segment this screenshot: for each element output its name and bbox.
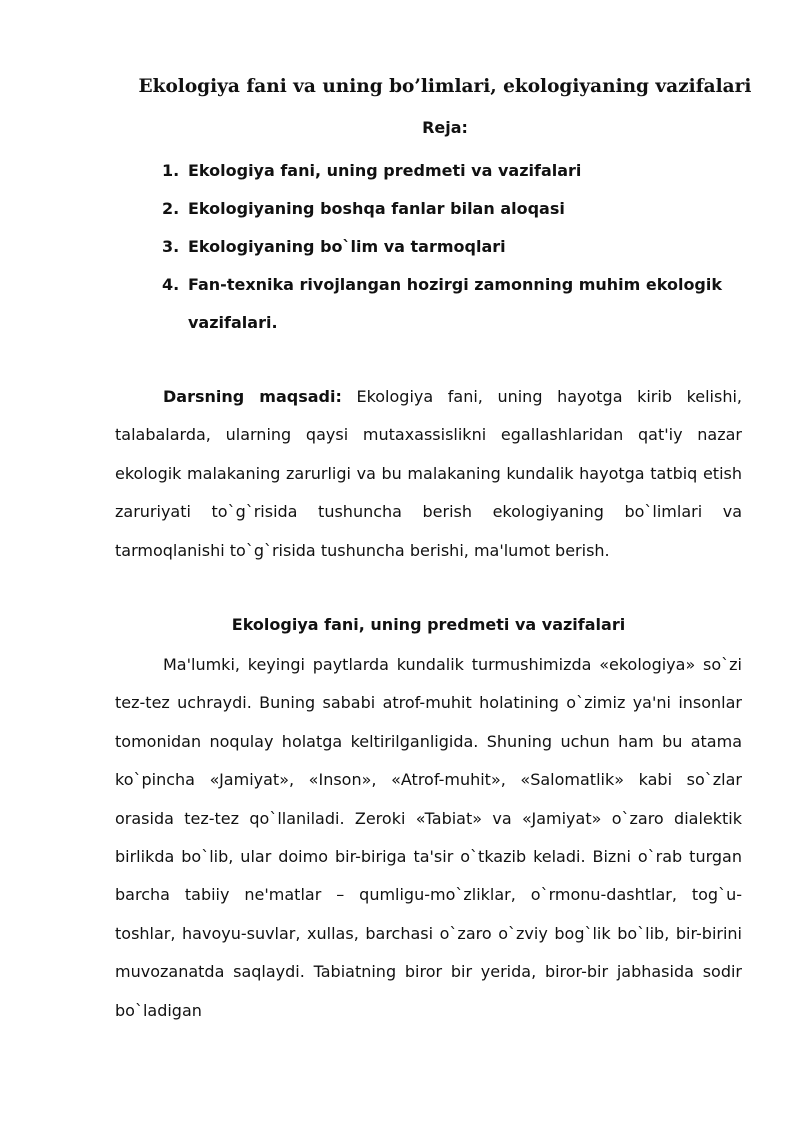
plan-item [162, 190, 722, 228]
plan-item-text: Ekologiyaning boshqa fanlar bilan aloqasi [188, 199, 565, 218]
plan-item [162, 266, 722, 342]
plan-item [162, 152, 722, 190]
goal-paragraph [115, 378, 742, 570]
section-heading: Ekologiya fani, uning predmeti va vazifalari [231, 615, 626, 634]
goal-label: Darsning maqsadi: [163, 387, 342, 406]
plan-list [162, 152, 722, 342]
plan-item [162, 228, 722, 266]
section-paragraph: Ma'lumki, keyingi paytlarda kundalik turmushimizda «ekologiya» so`zi tez-tez uchraydi. Buning sababi atrof-muhit holatining o`zimiz ya'ni insonlar tomonidan noqulay holatga keltirilganligida. Shuning uchun ham bu atama ko`pincha «Jamiyat», «Inson», «Atrof-muhit», «Salomatlik» kabi so`zlar orasida tez-tez qo`llaniladi. Zeroki «Tabiat» va «Jamiyat» o`zaro dialektik birlikda bo`lib, ular doimo bir-biriga ta'sir o`tkazib keladi. Bizni o`rab turgan barcha tabiiy ne'matlar – qumligu-mo`zliklar, o`rmonu-dashtlar, tog`u-toshlar, havoyu-suvlar, xullas, barchasi o`zaro o`zviy bog`lik bo`lib, bir-birini muvozanatda saqlaydi. Tabiatning biror bir yerida, biror-bir jabhasida sodir bo`ladigan [115, 655, 742, 1020]
plan-item-number: 2. [162, 199, 180, 218]
plan-item-number: 3. [162, 237, 180, 256]
plan-item-text: Ekologiyaning bo`lim va tarmoqlari [188, 237, 506, 256]
plan-item-number: 4. [162, 275, 180, 294]
plan-item-text: Ekologiya fani, uning predmeti va vazifalari [188, 161, 582, 180]
document-title: Ekologiya fani va uning bo’limlari, ekologiyaning vazifalari [138, 76, 752, 97]
plan-item-number: 1. [162, 161, 180, 180]
goal-text: Ekologiya fani, uning hayotga kirib kelishi, talabalarda, ularning qaysi mutaxassislikni egallashlaridan qat'iy nazar ekologik malakaning zarurligi va bu malakaning kundalik hayotga tatbiq etish zaruriyati to`g`risida tushuncha berish ekologiyaning bo`limlari va tarmoqlanishi to`g`risida tushuncha berishi, ma'lumot berish. [115, 387, 743, 560]
plan-heading: Reja: [422, 118, 468, 137]
plan-item-text: Fan-texnika rivojlangan hozirgi zamonning muhim ekologik vazifalari. [188, 275, 723, 332]
